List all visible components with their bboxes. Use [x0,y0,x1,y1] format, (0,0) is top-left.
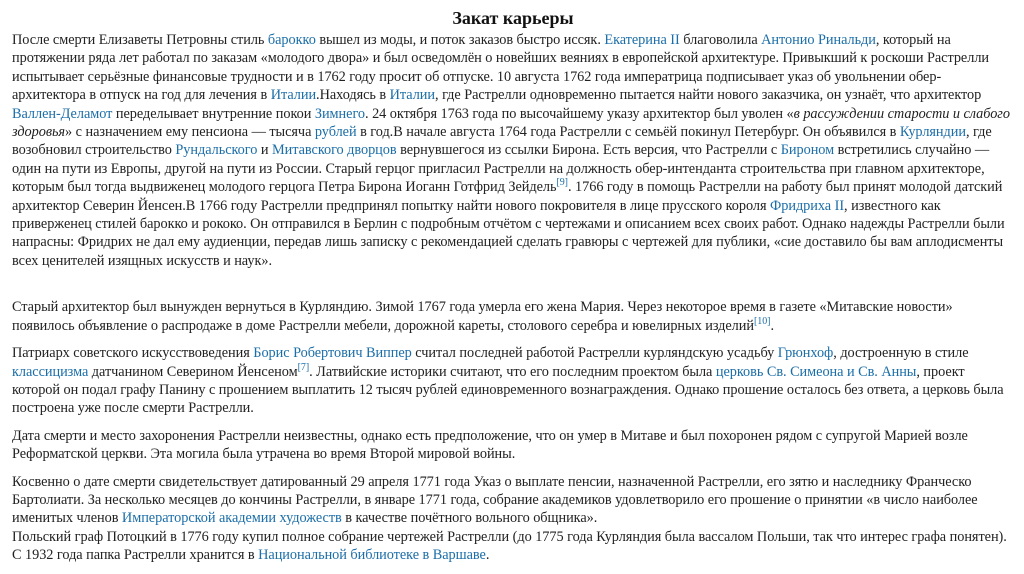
text: Польский граф Потоцкий в 1776 году купил полное собрание чертежей Растрелли (до 1775 года Курляндия была вассалом Польши, так что интерес графа понятен). С 1932 года папка Растрелли хранится в [12,528,1007,564]
text: » с назначением ему пенсиона — тысяча [65,124,315,141]
text: .Находясь в [316,87,390,104]
text: . [485,547,490,564]
paragraph-last-works [12,344,1014,418]
footnote-ref-9[interactable]: [9] [556,177,568,189]
text: и [257,142,272,159]
text: , где Растрелли одновременно пытается найти нового заказчика, он узнаёт, что архитектор [435,87,982,104]
link-national-library-warsaw[interactable]: Национальной библиотеке в Варшаве [258,547,486,564]
text: встретились случайно — один на пути из Европы, другой на пути из России. Старый герцог пригласил Растрелли на должность обер-интенданта строительства при главном архитекторе, которым был тогда выдвиженец молодого герцога Петра Бирона Иоганн Готфрид Зейдель [12,142,990,196]
text: вышел из моды, и поток заказов быстро иссяк. [315,32,605,48]
text: переделывает внутренние покои [112,105,315,122]
text: Косвенно о дате смерти свидетельствует датированный 29 апреля 1771 года Указ о выплате пенсии, назначенной Растрелли, его зятю и наследнику Франческо Бартолиати. За несколько месяцев до кончины Растрелли, в январе 1771 года, собрание академиков удовлетворило его прошение о принятии «в число наиболее именитых членов [12,473,978,527]
link-classicism[interactable]: классицизма [12,363,89,380]
text: датчанином Северином Йенсеном [88,363,298,380]
paragraph-career-decline [12,31,1014,270]
link-academy-of-arts[interactable]: Императорской академии художеств [121,510,342,527]
link-grunhof[interactable]: Грюнхоф [777,345,834,362]
paragraph-drawings [12,528,1014,565]
page-title: Закат карьеры [452,8,574,28]
link-biron[interactable]: Бироном [780,142,835,159]
text: , известного как приверженец стилей барокко и рококо. Он отправился в Берлин с подробным отчётом с чертежами и описанием всех своих работ. Однако надежды Растрелли были напрасны: Фридрих не дал ему аудиенции, передав лишь записку с рекомендацией сделать гравюры с чертежей для публики, «сие доставило бы вам аплодисменты всех ценителей изящных искусств и наук». [12,197,1005,269]
link-vallin-de-la-mothe[interactable]: Валлен-Деламот [12,105,113,122]
text: благоволила [679,32,762,48]
link-antonio-rinaldi[interactable]: Антонио Ринальди [761,32,876,48]
text: вернувшегося из ссылки Бирона. Есть версия, что Растрелли с [396,142,781,159]
text: . 1766 году в помощь Растрелли на работу был принят молодой датский архитектор Северин Йенсен.В 1766 году Растрелли предпринял попытку найти нового покровителя в лице прусского короля [12,179,1003,214]
link-winter-palace[interactable]: Зимнего [314,105,366,122]
link-catherine-ii[interactable]: Екатерина II [604,32,680,48]
spacer [12,270,1014,298]
text: Старый архитектор был вынужден вернуться в Курляндию. Зимой 1767 года умерла его жена Мария. Через некоторое время в газете «Митавские новости» появилось объявление о распродаже в доме Растрелли мебели, дорожной кареты, столового серебра и ювелирных изделий [12,299,953,334]
text: . Латвийские историки считают, что его последним проектом была [309,363,716,380]
text: в качестве почётного вольного общника». [341,510,598,527]
link-courland[interactable]: Курляндии [899,124,966,141]
text: , достроенную в стиле [833,345,969,362]
link-frederick-ii[interactable]: Фридриха II [770,197,845,214]
text: , проект которой он подал графу Панину с прошением выплатить 12 тысяч рублей единовременного вознаграждения. Однако прошение осталось без ответа, а церковь была построена уже после смерти Растрелли. [12,363,1004,417]
text: , где возобновил строительство [12,124,992,159]
italic-quote: в рассуждении старости и слабого здоровья [12,105,1010,141]
link-baroque[interactable]: барокко [267,32,316,48]
link-simeon-anna-church[interactable]: церковь Св. Симеона и Св. Анны [715,363,917,380]
paragraph-death [12,427,1014,464]
link-italy-2[interactable]: Италии [389,87,436,104]
footnote-ref-7[interactable]: [7] [297,361,310,373]
text: . [770,317,774,334]
paragraph-pension [12,473,1014,528]
paragraph-return-courland [12,298,1014,335]
link-boris-vipper[interactable]: Борис Робертович Виппер [253,345,412,362]
link-rubles[interactable]: рублей [314,124,357,141]
text: После смерти Елизаветы Петровны стиль [12,32,268,48]
text: Патриарх советского искусствоведения [12,345,254,362]
link-mitau-palaces[interactable]: Митавского дворцов [271,142,397,159]
link-italy[interactable]: Италии [270,87,317,104]
text: в год.В начале августа 1764 года Растрелли с семьёй покинул Петербург. Он объявился в [356,124,900,141]
text: . 24 октября 1763 года по высочайшему указу архитектор был уволен « [365,105,794,122]
text: считал последней работой Растрелли курляндскую усадьбу [411,345,778,362]
link-rundale[interactable]: Рундальского [175,142,258,159]
footnote-ref-10[interactable]: [10] [753,315,771,327]
text: Дата смерти и место захоронения Растрелли неизвестны, однако есть предположение, что он умер в Митаве и был похоронен рядом с супругой Марией возле Реформатской церкви. Эта могила была утрачена во время Второй мировой войны. [12,427,968,463]
text: , который на протяжении ряда лет работал по заказам «молодого двора» и был осведомлён о новейших веяниях в европейской архитектуре. Привыкший к роскоши Растрелли испытывает серьёзные финансовые трудности и в 1762 году просит об отпуске. 10 августа 1762 года императрица подписывает указ об увольнении обер-архитектора в отпуск на год для лечения в [12,32,989,104]
